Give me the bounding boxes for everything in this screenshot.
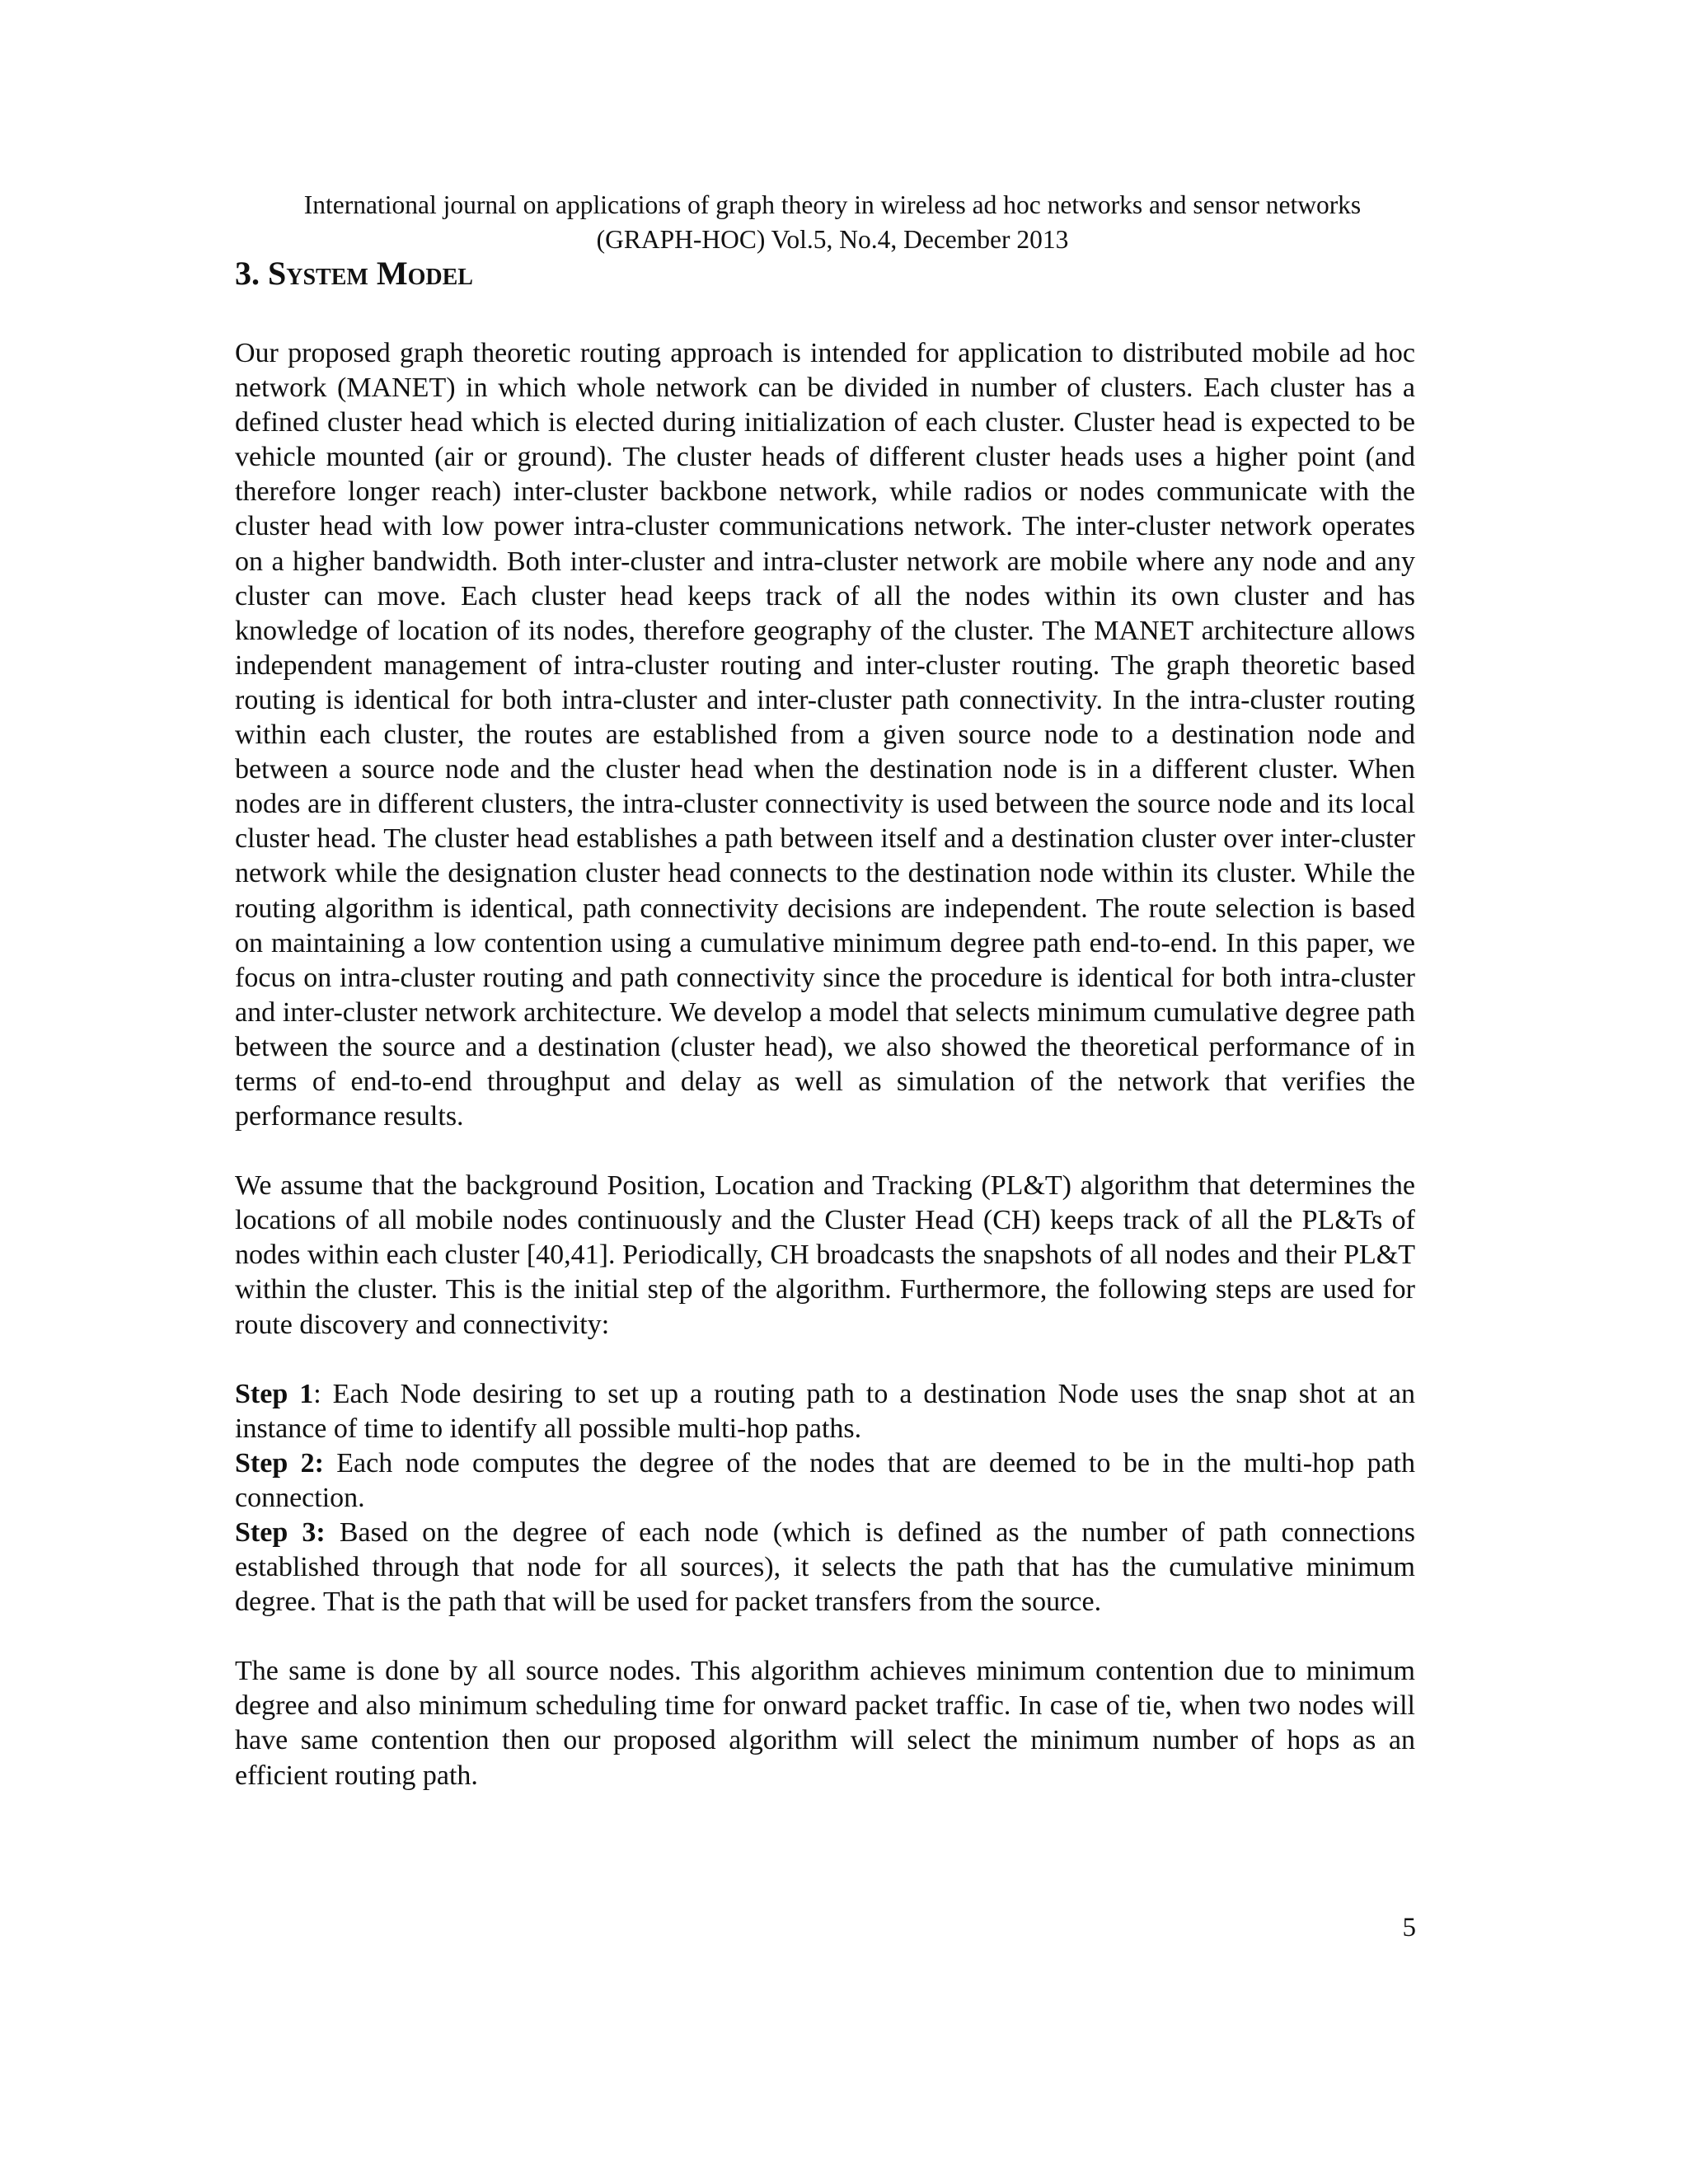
section-body — [235, 336, 1415, 1828]
step-text: Based on the degree of each node (which is defined as the number of path connections established through that node for all sources), it selects the path that has the cumulative minimum degree. That is the path that will be used for packet transfers from the source. — [235, 1517, 1415, 1618]
step-item — [235, 1516, 1415, 1619]
journal-issue-line: (GRAPH-HOC) Vol.5, No.4, December 2013 — [596, 225, 1069, 254]
step-label: Step 2: — [235, 1447, 324, 1479]
paragraph-system-model: Our proposed graph theoretic routing approach is intended for application to distributed mobile ad hoc network (MANET) in which whole network can be divided in number of clusters. Each cluster has a defined cluster head which is elected during initialization of each cluster. Cluster head is expected to be vehicle mounted (air or ground). The cluster heads of different cluster heads uses a higher point (and therefore longer reach) inter-cluster backbone network, while radios or nodes communicate with the cluster head with low power intra-cluster communications network. The inter-cluster network operates on a higher bandwidth. Both inter-cluster and intra-cluster network are mobile where any node and any cluster can move. Each cluster head keeps track of all the nodes within its own cluster and has knowledge of location of its nodes, therefore geography of the cluster. The MANET architecture allows independent management of intra-cluster routing and inter-cluster routing. The graph theoretic based routing is identical for both intra-cluster and inter-cluster path connectivity. In the intra-cluster routing within each cluster, the routes are established from a given source node to a destination node and between a source node and the cluster head when the destination node is in a different cluster. When nodes are in different clusters, the intra-cluster connectivity is used between the source node and its local cluster head. The cluster head establishes a path between itself and a destination cluster over inter-cluster network while the designation cluster head connects to the destination node within its cluster. While the routing algorithm is identical, path connectivity decisions are independent. The route selection is based on maintaining a low contention using a cumulative minimum degree path end-to-end. In this paper, we focus on intra-cluster routing and path connectivity since the procedure is identical for both intra-cluster and inter-cluster network architecture. We develop a model that selects minimum cumulative degree path between the source and a destination (cluster head), we also showed the theoretical performance of in terms of end-to-end throughput and delay as well as simulation of the network that verifies the performance results. — [235, 338, 1415, 1132]
step-text: : Each Node desiring to set up a routing path to a destination Node uses the snap shot at an instance of time to identify all possible multi-hop paths. — [235, 1378, 1415, 1444]
section-title: 3. System Model — [235, 255, 473, 292]
running-header — [165, 188, 1500, 257]
algorithm-steps — [235, 1377, 1415, 1620]
paragraph-closing: The same is done by all source nodes. This algorithm achieves minimum contention due to minimum degree and also minimum scheduling time for onward packet traffic. In case of tie, when two nodes will have same contention then our proposed algorithm will select the minimum number of hops as an efficient routing path. — [235, 1656, 1415, 1791]
page-number: 5 — [1402, 1913, 1416, 1943]
step-item — [235, 1446, 1415, 1516]
step-label: Step 1 — [235, 1378, 314, 1409]
step-text: Each node computes the degree of the nodes that are deemed to be in the multi-hop path connection. — [235, 1447, 1416, 1513]
journal-title-line: International journal on applications of graph theory in wireless ad hoc networks and sensor networks — [303, 190, 1362, 219]
paragraph-plt-assumption: We assume that the background Position, Location and Tracking (PL&T) algorithm that determines the locations of all mobile nodes continuously and the Cluster Head (CH) keeps track of all the PL&Ts of nodes within each cluster [40,41]. Periodically, CH broadcasts the snapshots of all nodes and their PL&T within the cluster. This is the initial step of the algorithm. Furthermore, the following steps are used for route discovery and connectivity: — [235, 1170, 1415, 1340]
step-label: Step 3: — [235, 1517, 326, 1548]
step-item — [235, 1377, 1415, 1446]
